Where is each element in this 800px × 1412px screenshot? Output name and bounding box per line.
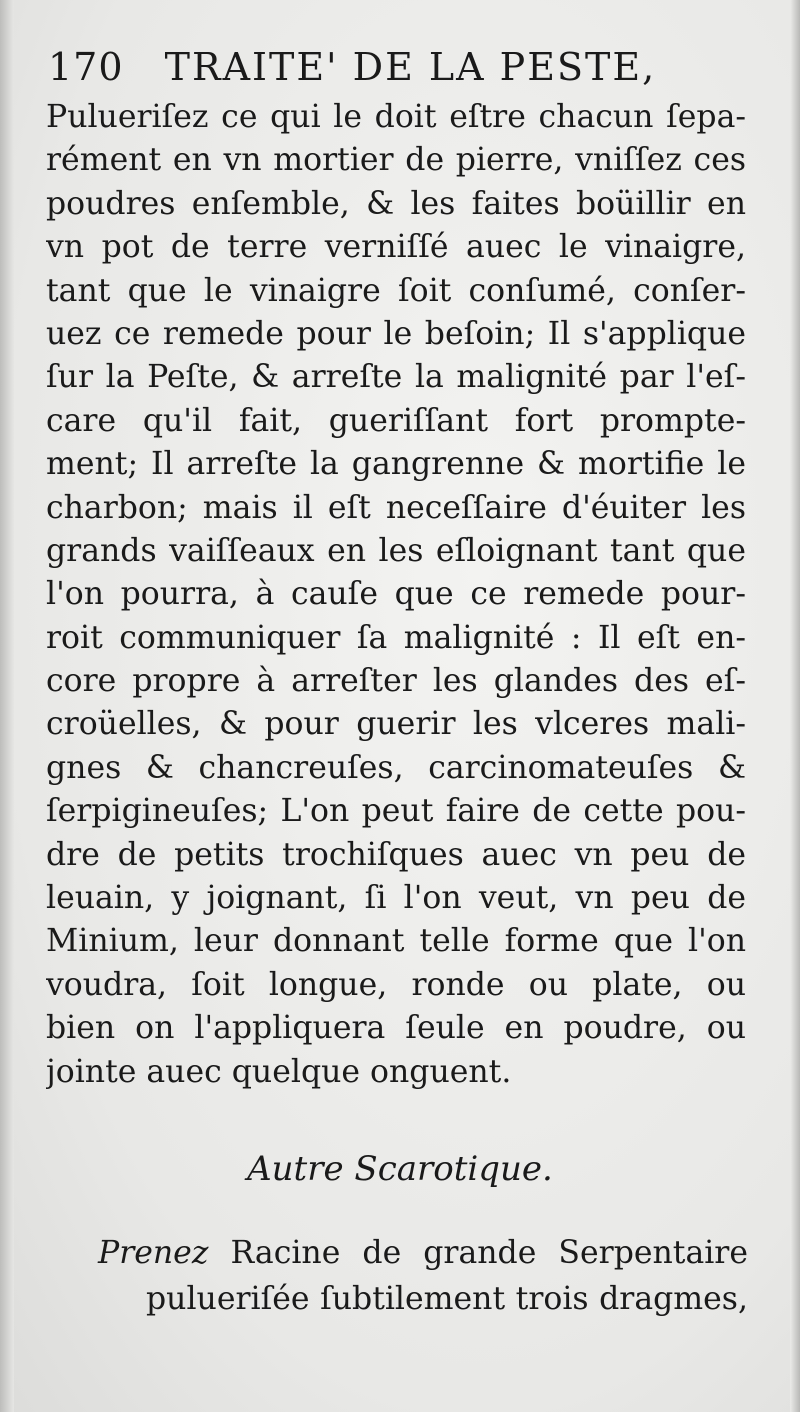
recipe-line: pulueriſée ſubtilement trois dragmes, (146, 1281, 748, 1317)
text-line: bien on l'appliquera ſeule en poudre, ou (46, 1010, 746, 1047)
text-line: rément en vn mortier de pierre, vniſſez ces (46, 142, 746, 179)
text-line: poudres enſemble, & les faites boüillir en (46, 185, 746, 222)
text-line: vn pot de terre verniſſé auec le vinaigre, (46, 229, 746, 266)
running-title: TRAITE' DE LA PESTE, (164, 45, 657, 89)
prenez-label: Prenez (98, 1235, 209, 1271)
page-right-edge (790, 0, 800, 1412)
text-line: Pulueriſez ce qui le doit eſtre chacun ſepa- (46, 99, 746, 135)
text-line: voudra, ſoit longue, ronde ou plate, ou (46, 966, 746, 1003)
text-line: tant que le vinaigre ſoit conſumé, conſer- (46, 272, 746, 309)
text-line: ſur la Peſte, & arreſte la malignité par l'eſ- (46, 359, 746, 396)
text-line: charbon; mais il eſt neceſſaire d'éuiter les (46, 489, 746, 526)
text-line: care qu'il fait, gueriſſant fort prompte- (46, 402, 746, 439)
text-line: roit communiquer ſa malignité : Il eſt en- (46, 619, 746, 656)
recipe (98, 1230, 748, 1322)
text-line: croüelles, & pour guerir les vlceres mali- (46, 706, 746, 743)
section-title: Autre Scarotique. (247, 1149, 553, 1189)
text-line: Minium, leur donnant telle forme que l'on (46, 923, 746, 960)
text-line: core propre à arreſter les glandes des eſ- (46, 663, 746, 700)
page-header (48, 42, 748, 92)
text-line: jointe auec quelque onguent. (46, 1053, 512, 1090)
text-line: ment; Il arreſte la gangrenne & mortifie le (46, 446, 746, 483)
text-line: l'on pourra, à cauſe que ce remede pour- (46, 576, 746, 613)
text-line: leuain, y joignant, ſi l'on veut, vn peu de (46, 880, 746, 917)
text-line: dre de petits trochiſques auec vn peu de (46, 836, 746, 873)
text-line: uez ce remede pour le beſoin; Il s'applique (46, 315, 746, 352)
text-line: gnes & chancreuſes, carcinomateuſes & (46, 749, 746, 786)
recipe-line (98, 1230, 748, 1276)
text-line: ſerpigineuſes; L'on peut faire de cette pou- (46, 793, 746, 830)
text-line: grands vaiſſeaux en les eſloignant tant que (46, 532, 746, 569)
page-number: 170 (48, 45, 124, 89)
recipe-ingredient: Racine de grande Serpentaire (230, 1235, 749, 1271)
body-text (46, 96, 746, 1094)
page-left-edge (0, 0, 14, 1412)
